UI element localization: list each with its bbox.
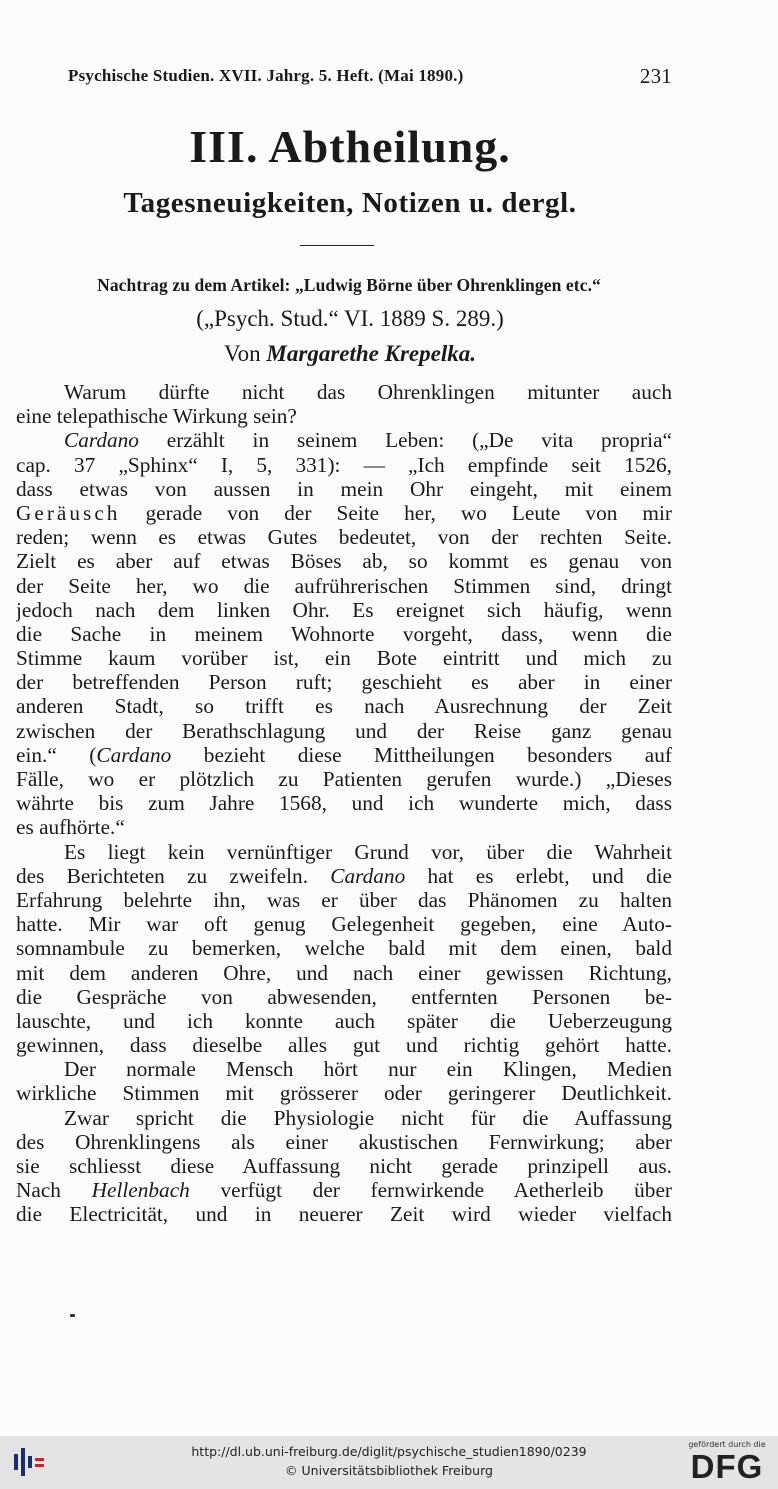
byline-prefix: Von (224, 341, 261, 366)
body-line: gewinnen, dass dieselbe alles gut und richtig gehört hatte. (16, 1033, 672, 1058)
article-citation: („Psych. Stud.“ VI. 1889 S. 289.) (196, 306, 504, 331)
body-line (16, 864, 672, 888)
dfg-funding-text: gefördert durch die (688, 1440, 766, 1449)
body-line (16, 743, 672, 767)
body-line: Zielt es aber auf etwas Böses ab, so kommt es genau von (16, 549, 672, 574)
viewer-footer (0, 1436, 778, 1489)
body-line: Warum dürfte nicht das Ohrenklingen mitunter auch (64, 380, 672, 404)
body-line: währte bis zum Jahre 1568, und ich wunderte mich, dass (16, 791, 672, 816)
body-line: Der normale Mensch hört nur ein Klingen, Medien (64, 1057, 672, 1082)
body-line: cap. 37 „Sphinx“ I, 5, 331): — „Ich empfinde seit 1526, (16, 452, 672, 477)
body-line: eine telepathische Wirkung sein? (16, 404, 297, 429)
spaced-word: Geräusch (16, 500, 121, 525)
body-line-text: Nach (16, 1178, 61, 1203)
body-line: des Ohrenklingens als einer akustischen Fernwirkung; aber (16, 1129, 672, 1154)
body-line: dass etwas von aussen in mein Ohr eingeht, mit einem (16, 476, 672, 501)
body-line-text: ein.“ ( (16, 742, 97, 767)
body-line: der Seite her, wo die aufrührerischen Stimmen sind, dringt (16, 573, 672, 598)
body-line: Zwar spricht die Physiologie nicht für die Auffassung (64, 1105, 672, 1130)
body-line-text: erzählt in seinem Leben: („De vita propria“ (166, 428, 672, 453)
body-line: es aufhörte.“ (16, 815, 125, 840)
source-url-link[interactable]: http://dl.ub.uni-freiburg.de/diglit/psychische_studien1890/0239 (191, 1444, 587, 1459)
name-hellenbach: Hellenbach (91, 1178, 190, 1203)
body-line: die Gespräche von abwesenden, entfernten Personen be- (16, 984, 672, 1009)
body-line: zwischen der Berathschlagung und der Reise ganz genau (16, 718, 672, 743)
body-line: Erfahrung belehrte ihn, was er über das Phänomen zu halten (16, 887, 672, 912)
body-line-text: gerade von der Seite her, wo Leute von mir (145, 500, 672, 525)
body-line-text: hat es erlebt, und die (427, 863, 672, 888)
body-line: die Sache in meinem Wohnorte vorgeht, dass, wenn die (16, 621, 672, 646)
body-line: Stimme kaum vorüber ist, ein Bote eintritt und mich zu (16, 646, 672, 671)
body-line: sie schliesst diese Auffassung nicht gerade prinzipell aus. (16, 1154, 672, 1178)
article-title: Nachtrag zu dem Artikel: „Ludwig Börne über Ohrenklingen etc.“ (97, 275, 601, 295)
body-line: der betreffenden Person ruft; geschieht es aber in einer (16, 670, 672, 695)
body-line-text: verfügt der fernwirkende Aetherleib über (220, 1178, 672, 1203)
body-line: mit dem anderen Ohre, und nach einer gewissen Richtung, (16, 960, 672, 985)
running-head (68, 64, 676, 92)
body-line: wirkliche Stimmen mit grösserer oder geringerer Deutlichkeit. (16, 1081, 672, 1106)
copyright-notice: © Universitätsbibliothek Freiburg (285, 1463, 493, 1478)
name-cardano: Cardano (96, 742, 172, 767)
section-subtitle: Tagesneuigkeiten, Notizen u. dergl. (123, 187, 577, 219)
body-line (16, 501, 672, 525)
body-line: anderen Stadt, so trifft es nach Ausrechnung der Zeit (16, 694, 672, 719)
article-body (16, 380, 672, 1227)
ink-speck (70, 1314, 75, 1317)
body-line: somnambule zu bemerken, welche bald mit dem einen, bald (16, 936, 672, 961)
title-rule (300, 245, 374, 246)
body-line: lauschte, und ich konnte auch später die Ueberzeugung (16, 1008, 672, 1033)
dfg-wordmark: DFG (690, 1448, 764, 1485)
name-cardano: Cardano (330, 863, 406, 888)
article-byline (0, 341, 700, 367)
dfg-logo[interactable] (686, 1440, 768, 1486)
body-line: Fälle, wo er plötzlich zu Patienten gerufen wurde.) „Dieses (16, 767, 672, 791)
running-head-text: Psychische Studien. XVII. Jahrg. 5. Heft. (Mai 1890.) (68, 66, 464, 85)
section-title: III. Abtheilung. (189, 121, 511, 172)
body-line: reden; wenn es etwas Gutes bedeutet, von der rechten Seite. (16, 525, 672, 550)
page-number: 231 (639, 64, 672, 88)
body-line: die Electricität, und in neuerer Zeit wird wieder vielfach (16, 1202, 672, 1227)
author-name: Margarethe Krepelka. (266, 341, 476, 366)
body-line (16, 1178, 672, 1202)
body-line: jedoch nach dem linken Ohr. Es ereignet sich häufig, wenn (16, 597, 672, 622)
body-line (16, 428, 672, 452)
name-cardano: Cardano (64, 428, 139, 453)
body-line: hatte. Mir war oft genug Gelegenheit gegeben, eine Auto- (16, 912, 672, 937)
body-line-text: bezieht diese Mittheilungen besonders auf (171, 742, 672, 767)
body-line-text: des Berichteten zu zweifeln. (16, 863, 309, 888)
body-line: Es liegt kein vernünftiger Grund vor, über die Wahrheit (64, 839, 672, 864)
